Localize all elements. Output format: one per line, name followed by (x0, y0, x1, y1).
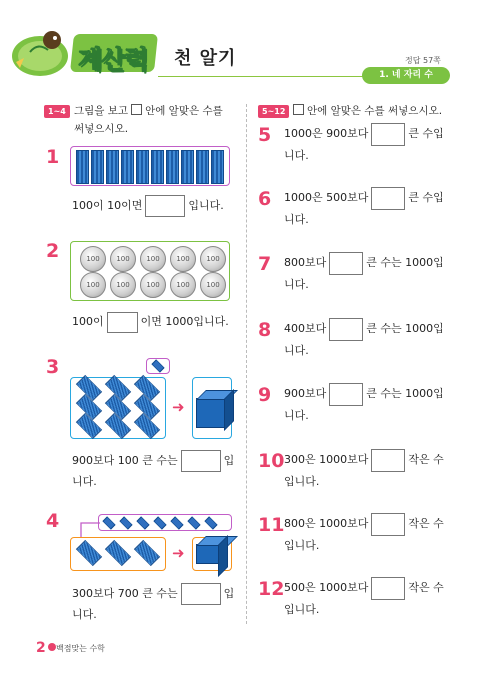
question-number: 3 (46, 356, 60, 378)
small-flat-frame (146, 358, 170, 374)
text: 작은 수 (408, 517, 444, 530)
question-number: 4 (46, 510, 60, 532)
logo-dot-icon (48, 643, 56, 651)
range-badge-left: 1~4 (44, 105, 70, 118)
answer-box[interactable] (145, 195, 185, 217)
coin-icon: 100 (80, 246, 106, 272)
question-text: 니다. (284, 409, 309, 422)
answer-reference: 정답 57쪽 (405, 56, 441, 65)
text: 입니다. (188, 199, 224, 212)
coin-icon: 100 (200, 272, 226, 298)
cube-figure (192, 537, 232, 571)
footer-text: 백점맞는 수학 (56, 644, 105, 653)
coin-icon: 100 (110, 272, 136, 298)
question-text (284, 186, 444, 210)
text: 900보다 100 큰 수는 (72, 454, 178, 467)
text: 큰 수입 (408, 191, 444, 204)
answer-box[interactable] (181, 450, 221, 472)
question-text (284, 251, 444, 275)
connector-line (78, 520, 102, 538)
question-text (284, 382, 444, 406)
text: 작은 수 (408, 453, 444, 466)
question-number: 9 (258, 384, 272, 406)
answer-box[interactable] (371, 123, 405, 146)
question-text (284, 448, 444, 472)
question-text (284, 122, 444, 146)
answer-box[interactable] (329, 383, 363, 406)
text: 100이 10이면 (72, 199, 143, 212)
question-text: 입니다. (284, 539, 320, 552)
question-text (72, 194, 224, 217)
answer-box[interactable] (181, 583, 221, 605)
text: 큰 수는 1000입 (366, 387, 444, 400)
arrow-right-icon: ➜ (172, 398, 185, 416)
question-text: 입니다. (284, 475, 320, 488)
question-number: 1 (46, 146, 60, 168)
text: 큰 수입 (408, 127, 444, 140)
question-number: 5 (258, 124, 272, 146)
answer-box[interactable] (371, 187, 405, 210)
answer-box[interactable] (329, 252, 363, 275)
text: 800보다 (284, 256, 327, 269)
question-number: 7 (258, 253, 272, 275)
instruction-right (290, 102, 442, 120)
text: 작은 수 (408, 581, 444, 594)
text: 100이 (72, 315, 104, 328)
text: 800은 1000보다 (284, 517, 369, 530)
instruction-left (74, 102, 244, 138)
text: 1000은 500보다 (284, 191, 369, 204)
question-text: 니다. (72, 608, 97, 621)
question-text (284, 512, 444, 536)
flat-row-figure (98, 514, 232, 531)
coin-icon: 100 (170, 272, 196, 298)
answer-box[interactable] (371, 513, 405, 536)
text: 이면 1000입니다. (140, 315, 229, 328)
question-number: 8 (258, 319, 272, 341)
arrow-right-icon: ➜ (172, 544, 185, 562)
text: 300은 1000보다 (284, 453, 369, 466)
coin-icon: 100 (140, 246, 166, 272)
coin-icon: 100 (80, 272, 106, 298)
instruction-text: 안에 알맞은 수를 써넣으시오. (307, 105, 443, 117)
question-number: 2 (46, 240, 60, 262)
text: 900보다 (284, 387, 327, 400)
text: 큰 수는 1000입 (366, 322, 444, 335)
cube-figure (192, 377, 232, 439)
text: 1000은 900보다 (284, 127, 369, 140)
coins-figure (70, 241, 230, 301)
question-number: 12 (258, 578, 285, 600)
section-badge: 1. 네 자리 수 (362, 67, 450, 84)
text: 입 (223, 454, 235, 467)
page-number: 2 (36, 640, 46, 656)
coin-icon: 100 (140, 272, 166, 298)
question-text (72, 582, 234, 605)
text: 300보다 700 큰 수는 (72, 587, 178, 600)
coin-icon: 100 (170, 246, 196, 272)
box-icon (131, 104, 142, 115)
text: 큰 수는 1000입 (366, 256, 444, 269)
answer-box[interactable] (329, 318, 363, 341)
instruction-text: 안에 알맞은 수를 (145, 105, 223, 117)
column-divider (246, 104, 247, 624)
question-text: 니다. (284, 149, 309, 162)
answer-box[interactable] (371, 577, 405, 600)
question-text (284, 317, 444, 341)
page-title: 천 알기 (174, 48, 237, 69)
question-number: 10 (258, 450, 285, 472)
flats-figure (70, 377, 166, 439)
answer-box[interactable] (107, 312, 138, 333)
instruction-text: 써넣으시오. (74, 123, 129, 135)
range-badge-right: 5~12 (258, 105, 289, 118)
question-number: 11 (258, 514, 285, 536)
coin-icon: 100 (200, 246, 226, 272)
flats-figure (70, 537, 166, 571)
instruction-text: 그림을 보고 (74, 105, 129, 117)
brand-title: 계산력 (78, 45, 148, 74)
text: 400보다 (284, 322, 327, 335)
box-icon (293, 104, 304, 115)
question-text (284, 576, 444, 600)
question-text: 니다. (72, 475, 97, 488)
question-text (72, 449, 234, 472)
question-text: 니다. (284, 278, 309, 291)
question-text (72, 310, 229, 333)
answer-box[interactable] (371, 449, 405, 472)
question-text: 입니다. (284, 603, 320, 616)
coin-icon: 100 (110, 246, 136, 272)
text: 입 (223, 587, 235, 600)
text: 500은 1000보다 (284, 581, 369, 594)
question-text: 니다. (284, 213, 309, 226)
sticks-figure (70, 146, 230, 186)
question-text: 니다. (284, 344, 309, 357)
question-number: 6 (258, 188, 272, 210)
